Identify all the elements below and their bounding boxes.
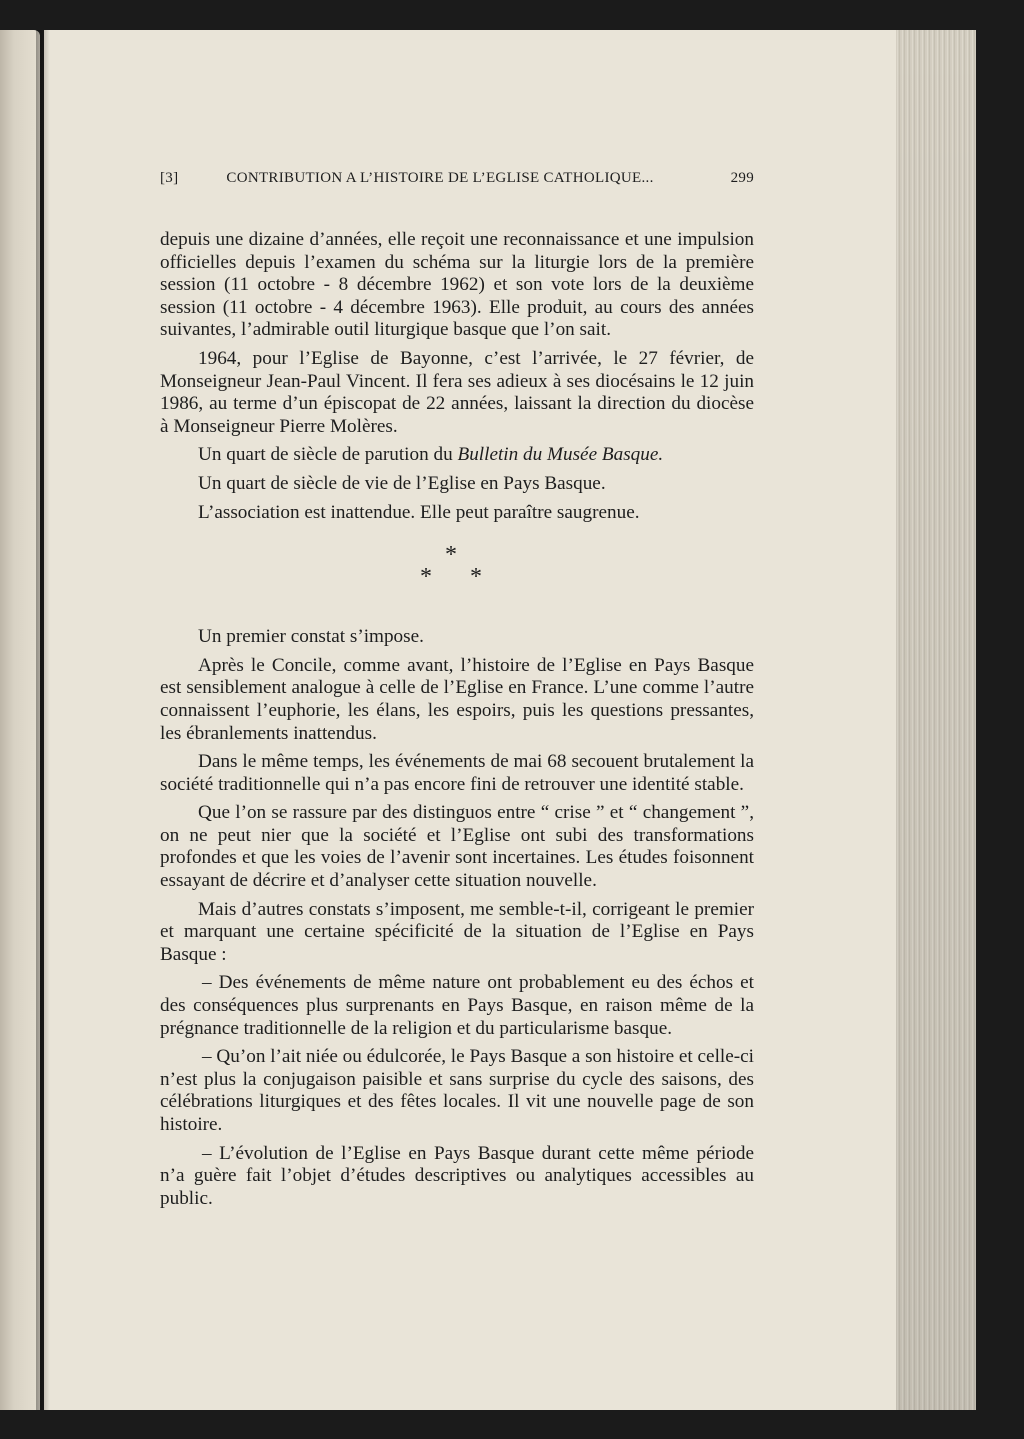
page-ref: [3] [160, 170, 179, 186]
paragraph-8: Dans le même temps, les événements de mai 68 secouent brutalement la société traditionnelle qui n’a pas encore fini de retrouver une identité stable. [160, 751, 754, 795]
paragraph-2: 1964, pour l’Eglise de Bayonne, c’est l’arrivée, le 27 février, de Monseigneur Jean-Paul Vincent. Il fera ses adieux à ses diocésains le 12 juin 1986, au terme d’un épiscopat de 22 années, laissant la direction du diocèse à Monseigneur Pierre Molères. [160, 347, 754, 437]
running-head [160, 170, 754, 187]
facing-page-edge [0, 30, 40, 1410]
paragraph-4: Un quart de siècle de vie de l’Eglise en Pays Basque. [198, 472, 606, 494]
page-number: 299 [730, 170, 754, 186]
list-item-1: – Des événements de même nature ont probablement eu des échos et des conséquences plus surprenants en Pays Basque, en raison même de la prégnance traditionnelle de la religion et du particularisme basque. [160, 972, 754, 1039]
page-text [160, 170, 754, 1216]
paragraph-9: Que l’on se rassure par des distinguos entre “ crise ” et “ changement ”, on ne peut nier que la société et l’Eglise ont subi des transformations profondes et que les voies de l’avenir sont incertaines. Les études foisonnent essayant de décrire et d’analyser cette situation nouvelle. [160, 802, 754, 892]
paragraph-1: depuis une dizaine d’années, elle reçoit une reconnaissance et une impulsion officielles depuis l’examen du schéma sur la liturgie lors de la première session (11 octobre - 8 décembre 1962) et son vote lors de la deuxième session (11 octobre - 4 décembre 1963). Elle produit, au cours des années suivantes, l’admirable outil liturgique basque que l’on sait. [160, 229, 754, 341]
asterism-star-left: * [420, 564, 432, 591]
gutter-shadow [36, 30, 50, 1410]
asterism-star-top: * [445, 542, 457, 569]
paragraph-3 [160, 444, 754, 467]
paragraph-3-text: Un quart de siècle de parution du [198, 444, 458, 466]
paragraph-10: Mais d’autres constats s’imposent, me semble-t-il, corrigeant le premier et marquant une certaine spécificité de la situation de l’Eglise en Pays Basque : [160, 898, 754, 965]
paragraph-6: Un premier constat s’impose. [198, 626, 424, 648]
running-title: CONTRIBUTION A L’HISTOIRE DE L’EGLISE CATHOLIQUE... [226, 170, 654, 186]
list-item-2: – Qu’on l’ait niée ou édulcorée, le Pays Basque a son histoire et celle-ci n’est plus la conjugaison paisible et sans surprise du cycle des saisons, des célébrations liturgiques et des fêtes locales. Il vit une nouvelle page de son histoire. [160, 1046, 754, 1135]
paragraph-7: Après le Concile, comme avant, l’histoire de l’Eglise en Pays Basque est sensiblement analogue à celle de l’Eglise en France. L’une comme l’autre connaissent l’euphorie, les élans, les espoirs, puis les questions pressantes, les ébranlements inattendus. [160, 654, 754, 744]
list-item-3: – L’évolution de l’Eglise en Pays Basque durant cette même période n’a guère fait l’objet d’études descriptives ou analytiques accessibles au public. [160, 1142, 754, 1209]
page-block-shade [896, 30, 976, 1410]
section-break-asterism [160, 542, 754, 610]
asterism-star-right: * [470, 564, 482, 591]
journal-title: Bulletin du Musée Basque. [457, 444, 664, 466]
paragraph-5: L’association est inattendue. Elle peut paraître saugrenue. [198, 501, 640, 523]
